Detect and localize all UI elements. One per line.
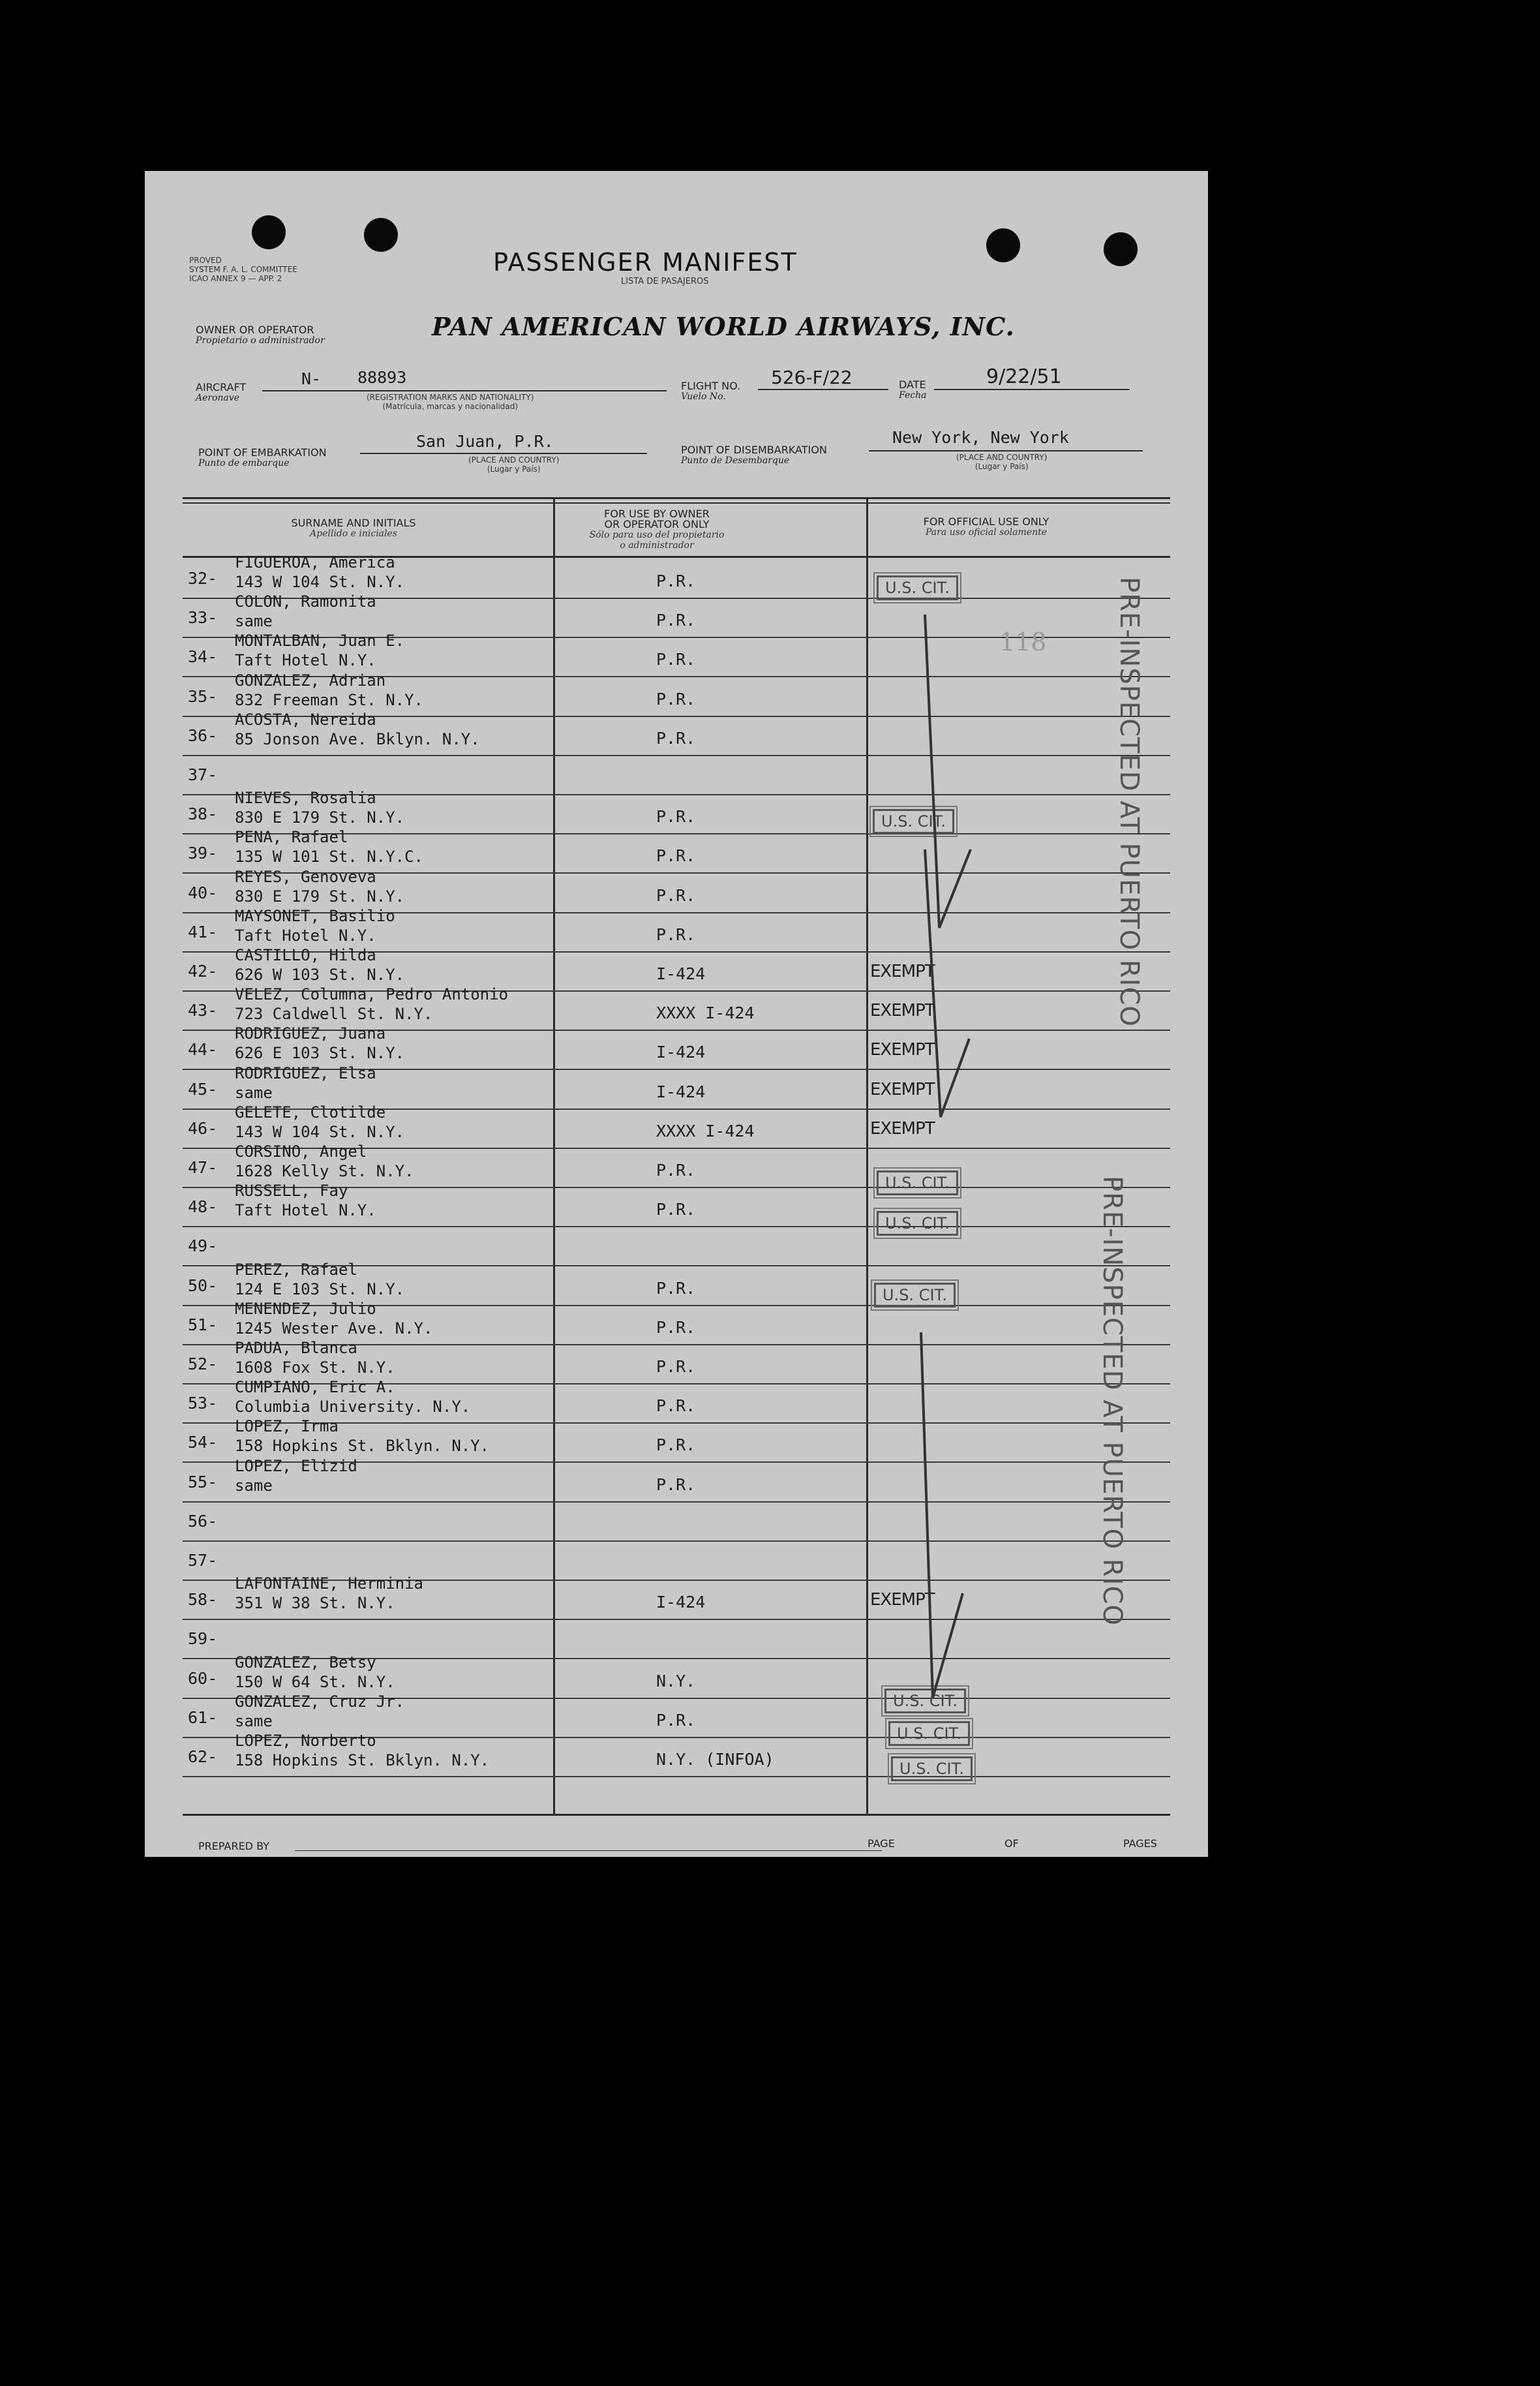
approval-line: ICAO ANNEX 9 — APP. 2 [189,274,282,283]
owner-use-value: P.R. [656,846,696,866]
handwritten-number: 118 [999,628,1047,656]
preinspected-stamp: PRE-INSPECTED AT PUERTO RICO [1114,577,1144,1027]
official-use-value: EXEMPT [870,1079,935,1099]
passenger-address: same [235,1083,273,1102]
prepared-by-label: PREPARED BY [198,1840,269,1852]
passenger-name: CORSINO, Angel [235,1142,367,1161]
official-use-value: EXEMPT [870,1590,935,1610]
col-header-owner-es: Sólo para uso del propietario [589,530,725,540]
passenger-name: LAFONTAINE, Herminia [235,1574,423,1593]
passenger-name: ACOSTA, Nereida [235,710,376,729]
col-header-surname-en: SURNAME AND INITIALS [291,517,416,529]
aircraft-label [196,382,246,403]
row-number: 45- [188,1079,218,1099]
row-number: 54- [188,1433,218,1452]
footer-line [295,1850,882,1851]
us-cit-stamp: U.S. CIT. [877,575,958,600]
punch-hole [1104,232,1138,266]
row-number: 35- [188,686,218,706]
owner-use-value: XXXX I-424 [656,1121,755,1140]
owner-use-value: P.R. [656,1200,696,1219]
approval-line: PROVED [189,256,222,265]
us-cit-stamp: U.S. CIT. [873,809,954,834]
passenger-name: VELEZ, Columna, Pedro Antonio [235,985,509,1004]
row-number: 52- [188,1354,218,1373]
passenger-name: NIEVES, Rosalia [235,789,376,808]
owner-use-value: P.R. [656,885,696,905]
owner-use-value: P.R. [656,1278,696,1298]
passenger-address: 832 Freeman St. N.Y. [235,690,423,709]
passenger-address: 626 W 103 St. N.Y. [235,966,405,984]
col-header-surname [223,518,484,539]
passenger-name: GELETE, Clotilde [235,1103,386,1122]
punch-hole [986,228,1020,262]
us-cit-stamp: U.S. CIT. [884,1689,966,1713]
us-cit-stamp: U.S. CIT. [888,1721,970,1746]
owner-use-value: P.R. [656,1435,696,1455]
owner-use-value: P.R. [656,1357,696,1376]
manifest-page [145,171,1208,1857]
passenger-name: COLON, Ramonita [235,592,376,611]
row-number: 46- [188,1118,218,1138]
passenger-name: CUMPIANO, Eric A. [235,1378,395,1397]
owner-use-value: I-424 [656,1593,706,1612]
passenger-name: LOPEZ, Elizid [235,1456,357,1475]
owner-label-en: OWNER OR OPERATOR [196,324,314,336]
form-title: PASSENGER MANIFEST [493,248,798,277]
passenger-name: MAYSONET, Basilio [235,906,395,925]
table-top-border [183,497,1170,499]
disembark-label-es: Punto de Desembarque [681,455,790,466]
passenger-address: same [235,1711,273,1730]
passenger-address: same [235,1476,273,1495]
owner-use-value: N.Y. (INFOA) [656,1750,774,1769]
us-cit-stamp: U.S. CIT. [891,1756,973,1781]
official-use-value: EXEMPT [870,1118,935,1139]
owner-use-value: P.R. [656,1161,696,1180]
owner-use-value: P.R. [656,925,696,944]
row-number: 61- [188,1707,218,1727]
passenger-name: RUSSELL, Fay [235,1182,348,1201]
passenger-address: 143 W 104 St. N.Y. [235,573,405,591]
check-mark-icon [899,843,977,1137]
owner-use-value: I-424 [656,1082,706,1101]
passenger-name: MONTALBAN, Juan E. [235,632,405,650]
passenger-name: CASTILLO, Hilda [235,946,376,964]
aircraft-underline [262,390,667,391]
aircraft-label-en: AIRCRAFT [196,381,247,393]
disembark-sub-en: (PLACE AND COUNTRY) [956,453,1048,462]
row-number: 53- [188,1394,218,1413]
passenger-address: 1608 Fox St. N.Y. [235,1358,395,1377]
col-header-official-en: FOR OFFICIAL USE ONLY [923,515,1049,528]
aircraft-sub [367,393,534,411]
disembark-sub [956,453,1047,471]
row-number: 48- [188,1197,218,1217]
embark-sub-en: (PLACE AND COUNTRY) [468,455,560,465]
disembark-label-en: POINT OF DISEMBARKATION [681,444,827,456]
passenger-name: GONZALEZ, Adrian [235,671,386,690]
col-header-surname-es: Apellido e iniciales [310,528,397,539]
passenger-name: LOPEZ, Norberto [235,1732,376,1750]
row-number: 44- [188,1040,218,1060]
pages-label: PAGES [1123,1837,1157,1850]
col-header-owner-es: o administrador [620,540,694,551]
col-header-owner-line: OR OPERATOR ONLY [604,518,710,530]
us-cit-stamp: U.S. CIT. [874,1283,956,1308]
approval-line: SYSTEM F. A. L. COMMITTEE [189,265,297,274]
date-value: 9/22/51 [986,365,1062,388]
passenger-name: FIGUEROA, America [235,553,395,572]
owner-use-value: XXXX I-424 [656,1003,755,1023]
embark-label-en: POINT OF EMBARKATION [198,446,327,459]
date-underline [934,389,1130,390]
date-label-es: Fecha [899,390,927,401]
table-top-border-inner [183,502,1170,504]
passenger-name: GONZALEZ, Cruz Jr. [235,1692,405,1711]
row-number: 40- [188,883,218,902]
disembark-underline [869,450,1143,451]
passenger-address: 124 E 103 St. N.Y. [235,1279,405,1298]
disembark-sub-es: (Lugar y País) [974,462,1029,471]
passenger-address: 135 W 101 St. N.Y.C. [235,848,423,866]
embark-sub-es: (Lugar y País) [487,465,541,474]
row-number: 51- [188,1315,218,1334]
passenger-name: MENENDEZ, Julio [235,1299,376,1318]
official-use-value: EXEMPT [870,1001,935,1021]
disembark-label [681,445,827,466]
col-header-owner [549,509,764,551]
col-header-official-es: Para uso oficial solamente [926,527,1047,538]
owner-use-value: N.Y. [656,1671,696,1690]
aircraft-sub-es: (Matrícula, marcas y nacionalidad) [382,402,519,411]
table-row [145,1503,1208,1542]
row-number: 50- [188,1276,218,1295]
table-row [145,1574,1208,1620]
approval-block [189,256,297,283]
passenger-name: PENA, Rafael [235,828,348,847]
passenger-address: Taft Hotel N.Y. [235,926,376,945]
owner-use-value: P.R. [656,728,696,748]
col-header-owner-line: FOR USE BY OWNER [604,508,710,520]
row-number: 43- [188,1001,218,1020]
us-cit-stamp: U.S. CIT. [877,1170,958,1195]
preinspected-stamp: PRE-INSPECTED AT PUERTO RICO [1097,1176,1127,1626]
passenger-address: 85 Jonson Ave. Bklyn. N.Y. [235,729,480,748]
check-mark-icon [895,1332,973,1711]
passenger-address: 158 Hopkins St. Bklyn. N.Y. [235,1437,490,1456]
row-divider [183,1776,1170,1777]
row-number: 47- [188,1158,218,1177]
punch-hole [364,218,398,252]
row-number: 37- [188,765,218,784]
row-number: 42- [188,962,218,981]
embark-value: San Juan, P.R. [416,432,554,451]
row-number: 39- [188,844,218,863]
passenger-address: 830 E 179 St. N.Y. [235,887,405,906]
aircraft-value: 88893 [357,368,407,387]
official-use-value: EXEMPT [870,962,935,981]
date-label [899,380,926,401]
owner-value: PAN AMERICAN WORLD AIRWAYS, INC. [432,312,1015,341]
form-subtitle: LISTA DE PASAJEROS [621,277,709,286]
embark-label [198,448,327,468]
aircraft-prefix: N- [301,369,322,388]
passenger-address: 1628 Kelly St. N.Y. [235,1162,414,1180]
owner-use-value: P.R. [656,689,696,709]
owner-use-value: P.R. [656,1317,696,1337]
table-row [145,710,1208,756]
row-number: 33- [188,608,218,628]
owner-label [196,325,325,346]
passenger-name: GONZALEZ, Betsy [235,1653,376,1672]
passenger-name: PEREZ, Rafael [235,1260,357,1279]
owner-use-value: P.R. [656,1475,696,1494]
page-label: PAGE [868,1837,895,1850]
flight-label [681,381,740,402]
owner-use-value: P.R. [656,1710,696,1730]
punch-hole [252,215,286,249]
date-label-en: DATE [899,378,926,391]
passenger-name: PADUA, Blanca [235,1339,357,1357]
row-number: 55- [188,1472,218,1491]
row-number: 57- [188,1551,218,1570]
passenger-address: 351 W 38 St. N.Y. [235,1594,395,1613]
passenger-name: RODRIGUEZ, Juana [235,1024,386,1043]
passenger-address: 723 Caldwell St. N.Y. [235,1005,433,1024]
owner-use-value: I-424 [656,1043,706,1062]
embark-underline [360,453,647,454]
owner-label-es: Propietario o administrador [196,335,325,346]
owner-use-value: P.R. [656,611,696,630]
passenger-name: REYES, Genoveva [235,867,376,886]
row-number: 41- [188,922,218,941]
row-number: 60- [188,1668,218,1688]
aircraft-sub-en: (REGISTRATION MARKS AND NATIONALITY) [367,393,534,402]
passenger-address: same [235,612,273,631]
owner-use-value: P.R. [656,650,696,669]
official-use-value: EXEMPT [870,1040,935,1060]
row-number: 36- [188,726,218,745]
flight-label-es: Vuelo No. [681,391,726,402]
passenger-name: LOPEZ, Irma [235,1417,339,1436]
table-bottom-border [183,1814,1170,1816]
row-number: 49- [188,1236,218,1256]
disembark-value: New York, New York [892,428,1069,447]
row-number: 38- [188,804,218,824]
passenger-address: 143 W 104 St. N.Y. [235,1122,405,1141]
row-number: 62- [188,1747,218,1766]
passenger-address: Taft Hotel N.Y. [235,651,376,670]
flight-value: 526-F/22 [771,367,853,388]
passenger-address: 1245 Wester Ave. N.Y. [235,1319,433,1338]
owner-use-value: P.R. [656,1396,696,1416]
passenger-address: 626 E 103 St. N.Y. [235,1044,405,1063]
row-number: 58- [188,1590,218,1610]
aircraft-label-es: Aeronave [196,393,240,403]
row-number: 59- [188,1629,218,1649]
embark-label-es: Punto de embarque [198,458,290,468]
passenger-address: 830 E 179 St. N.Y. [235,808,405,827]
flight-label-en: FLIGHT NO. [681,380,741,392]
row-number: 56- [188,1511,218,1531]
passenger-address: Taft Hotel N.Y. [235,1201,376,1220]
passenger-address: 150 W 64 St. N.Y. [235,1672,395,1691]
row-number: 34- [188,647,218,667]
passenger-address: Columbia University. N.Y. [235,1398,471,1416]
owner-use-value: I-424 [656,964,706,983]
table-row [145,1456,1208,1503]
col-header-official [869,517,1104,538]
passenger-name: RODRIGUEZ, Elsa [235,1063,376,1082]
owner-use-value: P.R. [656,572,696,590]
row-number: 32- [188,569,218,588]
embark-sub [468,455,559,474]
owner-use-value: P.R. [656,807,696,827]
us-cit-stamp: U.S. CIT. [877,1211,958,1236]
flight-underline [758,389,888,390]
of-label: OF [1004,1837,1019,1850]
passenger-address: 158 Hopkins St. Bklyn. N.Y. [235,1751,490,1769]
